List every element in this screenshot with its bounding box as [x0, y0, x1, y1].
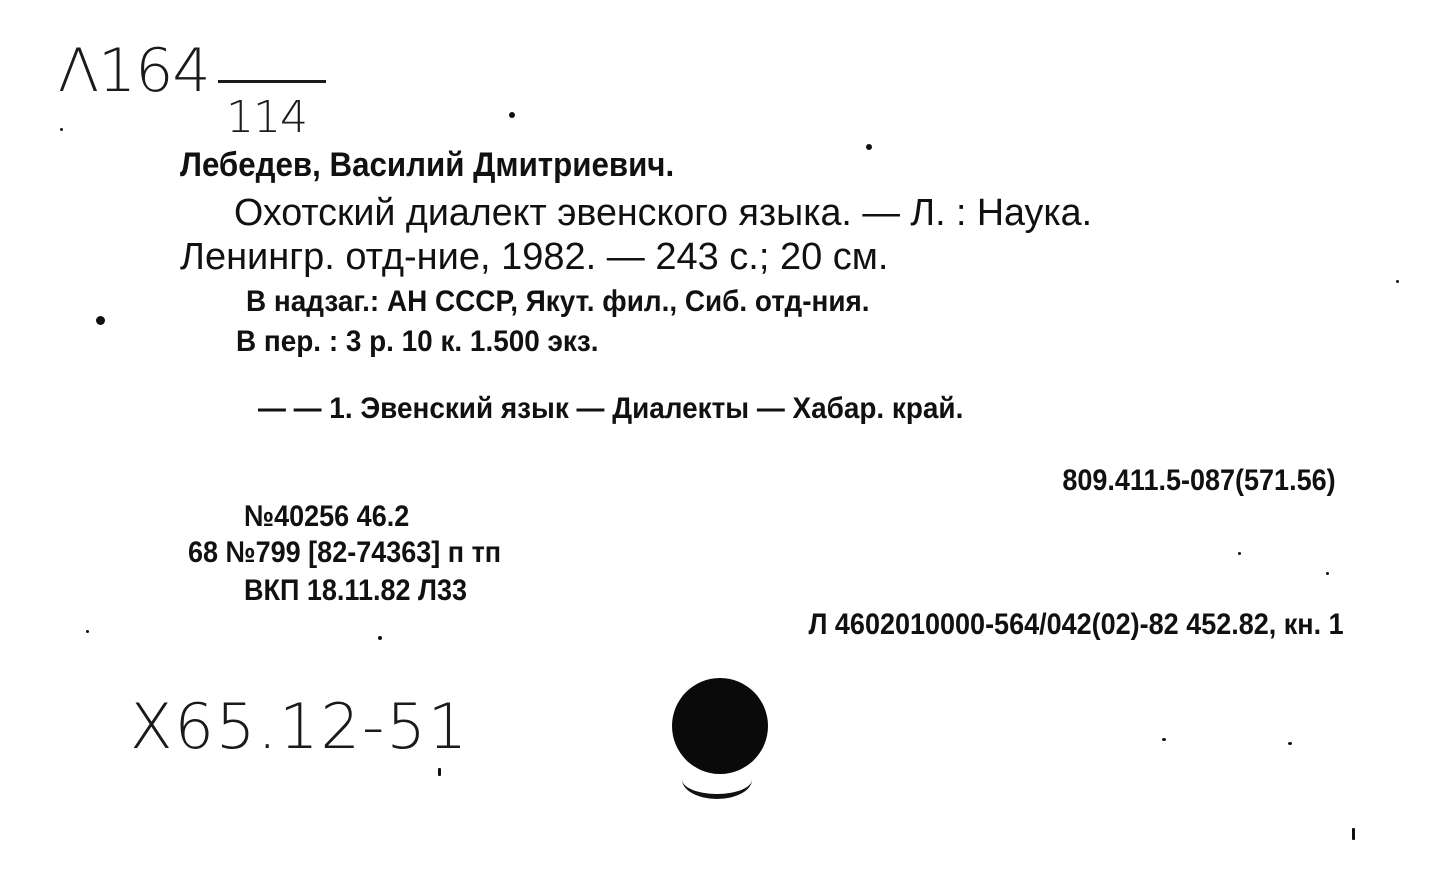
ink-speck	[86, 630, 89, 633]
ink-speck	[1326, 572, 1329, 575]
price-print-run: В пер. : 3 р. 10 к. 1.500 экз.	[236, 325, 599, 358]
title-line-1: Охотский диалект эвенского языка. — Л. : Наука.	[234, 192, 1093, 234]
handwritten-bbk-code: X65.12-51	[130, 690, 470, 763]
card-number-line-1: №40256 46.2	[244, 500, 410, 533]
publisher-code-line: Л 4602010000-564/042(02)-82 452.82, кн. 1	[808, 608, 1344, 641]
handwritten-shelf-number: Λ164	[58, 36, 210, 106]
ink-speck	[1396, 280, 1399, 283]
ink-speck	[96, 316, 105, 325]
heading-note: В надзаг.: АН СССР, Якут. фил., Сиб. отд-ния.	[246, 285, 870, 318]
handwritten-shelf-denominator: 114	[226, 92, 307, 143]
title-line-2: Ленингр. отд-ние, 1982. — 243 с.; 20 см.	[180, 236, 889, 278]
ink-speck	[1162, 738, 1166, 741]
card-number-line-2: 68 №799 [82-74363] п тп	[188, 536, 502, 569]
ink-speck	[60, 128, 63, 131]
ink-speck	[1352, 828, 1355, 840]
ink-speck	[509, 112, 515, 118]
author-heading: Лебедев, Василий Дмитриевич.	[180, 146, 675, 184]
ink-speck	[1238, 552, 1241, 555]
ink-speck	[866, 144, 872, 150]
udc-code: 809.411.5-087(571.56)	[1062, 464, 1336, 497]
card-number-line-3: ВКП 18.11.82 Л33	[244, 574, 467, 607]
ink-speck	[438, 768, 441, 776]
punch-hole-shadow	[682, 760, 752, 799]
ink-speck	[378, 636, 382, 640]
shelf-fraction-line	[218, 80, 326, 83]
ink-speck	[1288, 742, 1292, 745]
subject-heading: — — 1. Эвенский язык — Диалекты — Хабар. край.	[258, 392, 964, 425]
